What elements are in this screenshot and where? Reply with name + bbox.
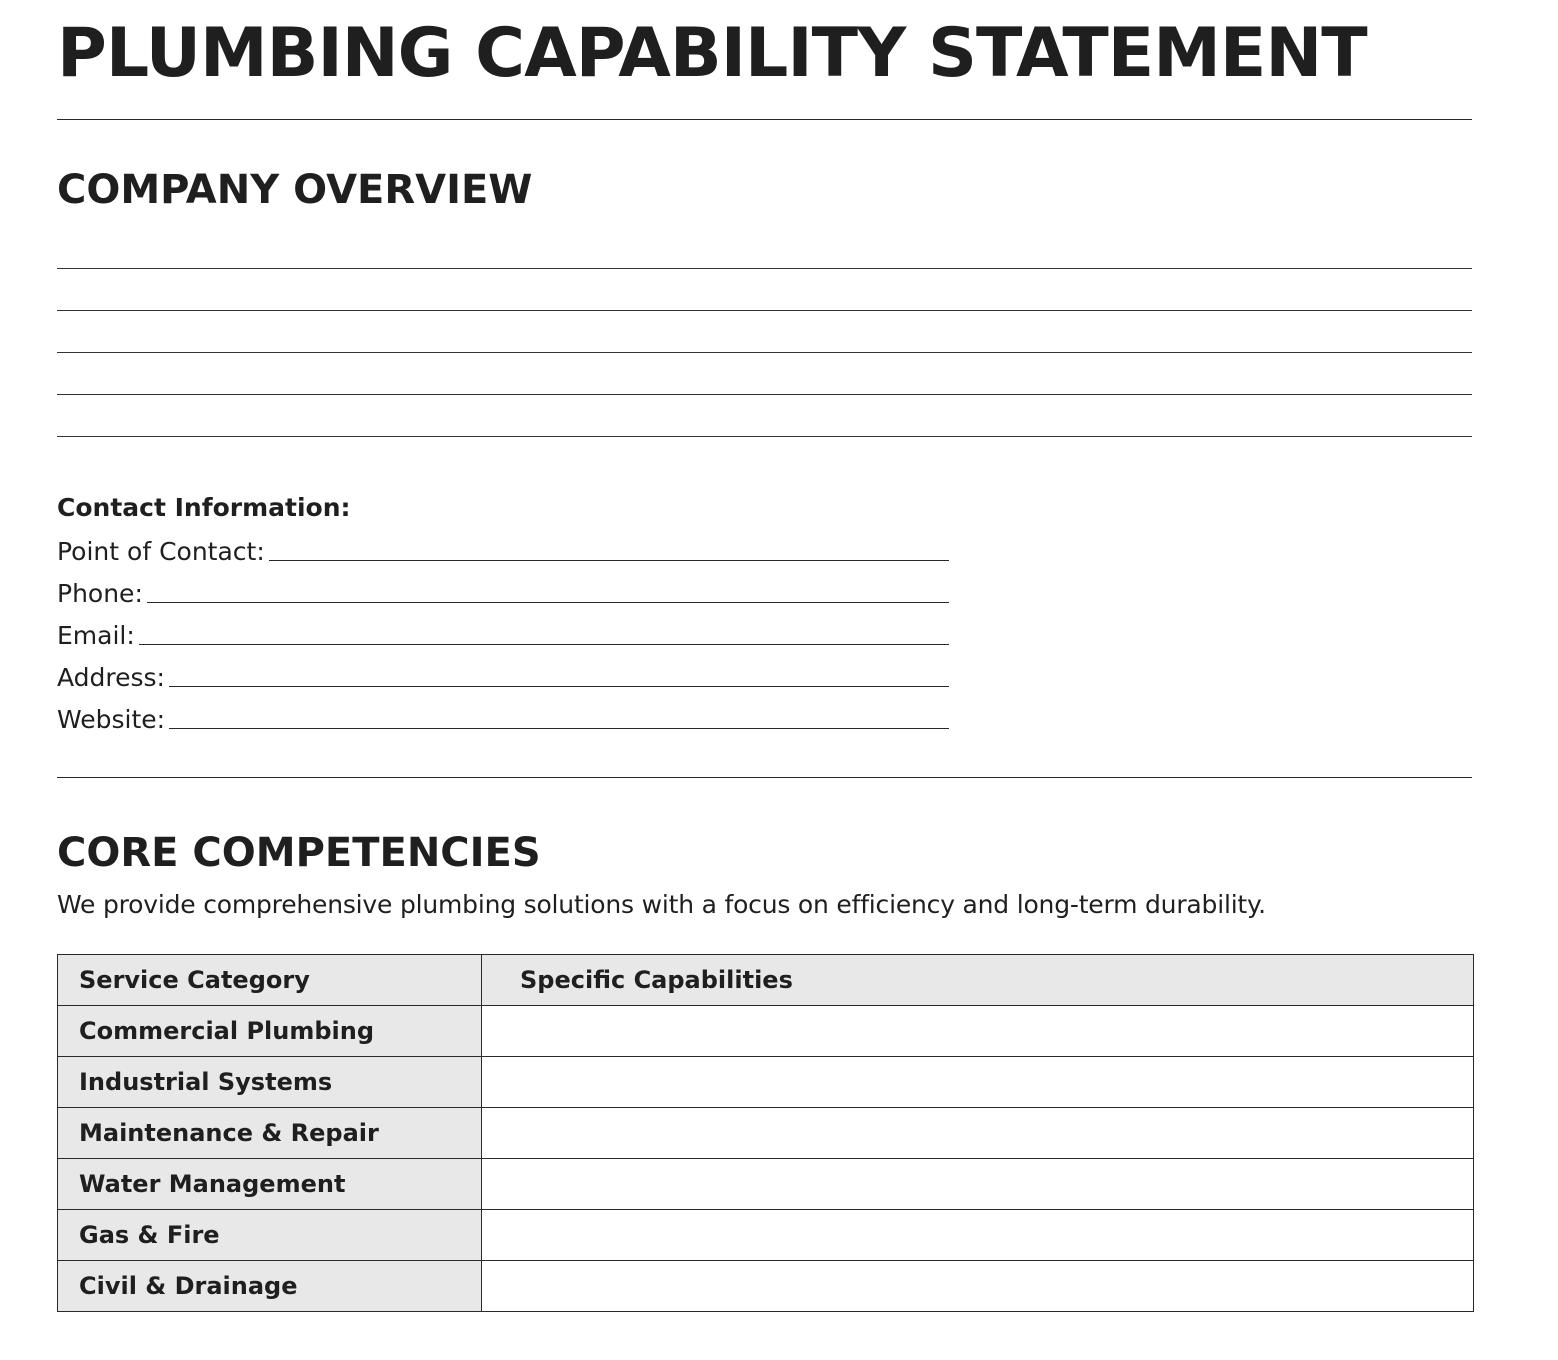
service-category-cell: Water Management bbox=[58, 1159, 482, 1210]
point-of-contact-row bbox=[57, 532, 949, 568]
service-category-header: Service Category bbox=[58, 955, 482, 1006]
service-category-cell: Commercial Plumbing bbox=[58, 1006, 482, 1057]
table-header-row bbox=[58, 955, 1474, 1006]
capabilities-cell[interactable] bbox=[482, 1159, 1474, 1210]
contact-divider bbox=[57, 777, 1472, 778]
email-label: Email: bbox=[57, 621, 135, 650]
capabilities-cell[interactable] bbox=[482, 1210, 1474, 1261]
core-competencies-heading: CORE COMPETENCIES bbox=[57, 830, 541, 876]
overview-line[interactable] bbox=[57, 352, 1472, 353]
point-of-contact-field[interactable] bbox=[269, 560, 949, 561]
website-row bbox=[57, 700, 949, 736]
overview-line[interactable] bbox=[57, 310, 1472, 311]
phone-label: Phone: bbox=[57, 579, 143, 608]
table-row bbox=[58, 1006, 1474, 1057]
website-field[interactable] bbox=[169, 728, 949, 729]
phone-field[interactable] bbox=[147, 602, 949, 603]
competencies-table bbox=[57, 954, 1474, 1312]
address-label: Address: bbox=[57, 663, 165, 692]
address-field[interactable] bbox=[169, 686, 949, 687]
core-competencies-intro: We provide comprehensive plumbing solutions with a focus on efficiency and long-term durability. bbox=[57, 890, 1266, 919]
specific-capabilities-header: Specific Capabilities bbox=[482, 955, 1474, 1006]
company-overview-heading: COMPANY OVERVIEW bbox=[57, 167, 533, 213]
capabilities-cell[interactable] bbox=[482, 1108, 1474, 1159]
address-row bbox=[57, 658, 949, 694]
capabilities-cell[interactable] bbox=[482, 1006, 1474, 1057]
table-row bbox=[58, 1210, 1474, 1261]
table-row bbox=[58, 1261, 1474, 1312]
title-divider bbox=[57, 119, 1472, 120]
website-label: Website: bbox=[57, 705, 166, 734]
email-field[interactable] bbox=[139, 644, 949, 645]
phone-row bbox=[57, 574, 949, 610]
point-of-contact-label: Point of Contact: bbox=[57, 537, 265, 566]
document-title: PLUMBING CAPABILITY STATEMENT bbox=[57, 14, 1367, 93]
contact-information-title: Contact Information: bbox=[57, 493, 351, 522]
capabilities-cell[interactable] bbox=[482, 1057, 1474, 1108]
overview-line[interactable] bbox=[57, 394, 1472, 395]
service-category-cell: Maintenance & Repair bbox=[58, 1108, 482, 1159]
table-row bbox=[58, 1159, 1474, 1210]
table-row bbox=[58, 1108, 1474, 1159]
capabilities-cell[interactable] bbox=[482, 1261, 1474, 1312]
overview-line[interactable] bbox=[57, 268, 1472, 269]
overview-line[interactable] bbox=[57, 436, 1472, 437]
service-category-cell: Industrial Systems bbox=[58, 1057, 482, 1108]
service-category-cell: Gas & Fire bbox=[58, 1210, 482, 1261]
email-row bbox=[57, 616, 949, 652]
service-category-cell: Civil & Drainage bbox=[58, 1261, 482, 1312]
table-row bbox=[58, 1057, 1474, 1108]
